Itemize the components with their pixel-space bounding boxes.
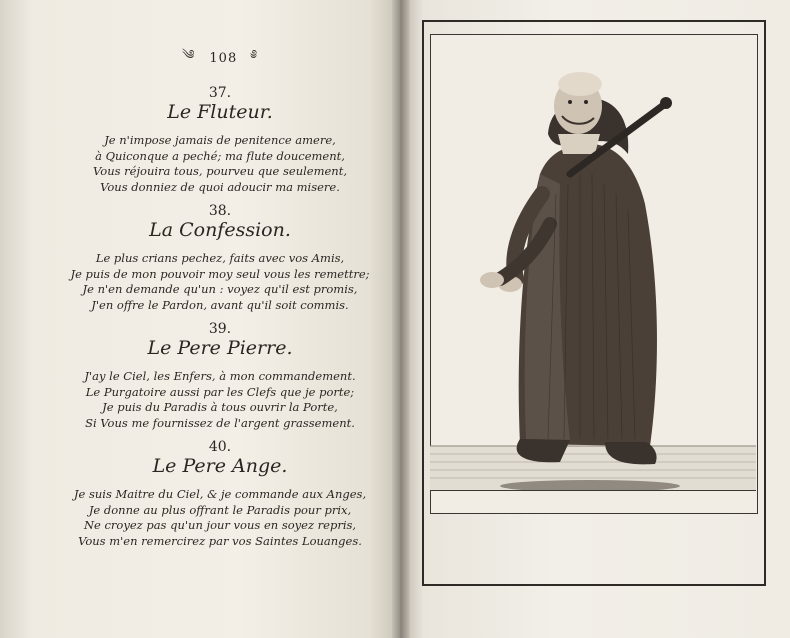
monk-engraving-illustration bbox=[430, 34, 756, 490]
verse-line: Vous réjouira tous, pourveu que seulement, bbox=[93, 164, 347, 178]
section-title: Le Pere Pierre. bbox=[147, 337, 293, 359]
verse-line: Je n'en demande qu'un : voyez qu'il est promis, bbox=[82, 282, 358, 296]
verse-line: Le plus crians pechez, faits avec vos Amis, bbox=[95, 251, 345, 265]
section-title: Le Pere Ange. bbox=[152, 455, 288, 477]
verse bbox=[60, 133, 380, 195]
section-number: 39. bbox=[208, 321, 232, 337]
verse bbox=[60, 251, 380, 313]
verse-line: Le Purgatoire aussi par les Clefs que je porte; bbox=[85, 384, 355, 399]
book-gutter bbox=[392, 0, 410, 638]
verse-line: Je puis du Paradis à tous ouvrir la Porte, bbox=[102, 400, 338, 414]
ornament-left-icon: ༄ bbox=[181, 48, 196, 63]
verse-line: J'en offre le Pardon, avant qu'il soit commis. bbox=[91, 297, 349, 312]
verse-line: Je puis de mon pouvoir moy seul vous les remettre; bbox=[70, 266, 370, 281]
section-number: 40. bbox=[208, 439, 232, 455]
verse-line: Je n'impose jamais de penitence amere, bbox=[104, 133, 336, 147]
verse-line: Ne croyez pas qu'un jour vous en soyez repris, bbox=[83, 518, 357, 532]
verse-line: Je donne au plus offrant le Paradis pour prix, bbox=[88, 502, 352, 517]
section-number: 37. bbox=[208, 85, 232, 101]
section-38 bbox=[60, 203, 380, 313]
verse-line: Vous m'en remercirez par vos Saintes Louanges. bbox=[78, 533, 362, 548]
verse-line: Vous donniez de quoi adoucir ma misere. bbox=[100, 179, 340, 194]
section-37 bbox=[60, 85, 380, 195]
section-title: Le Fluteur. bbox=[167, 101, 273, 123]
ornament-right-icon: ༅ bbox=[251, 48, 258, 63]
section-number: 38. bbox=[208, 203, 232, 219]
verse-line: à Quiconque a peché; ma flute doucement, bbox=[95, 148, 345, 163]
verse-line: J'ay le Ciel, les Enfers, à mon commandement. bbox=[84, 369, 356, 383]
engraving-caption-area bbox=[430, 490, 756, 579]
verse bbox=[60, 369, 380, 431]
poem-text-block bbox=[60, 40, 380, 551]
verse-line: Je suis Maitre du Ciel, & je commande aux Anges, bbox=[73, 487, 367, 501]
page-number: 108 bbox=[209, 51, 238, 66]
page-header bbox=[60, 40, 380, 77]
section-title: La Confession. bbox=[149, 219, 291, 241]
section-40 bbox=[60, 439, 380, 549]
verse bbox=[60, 487, 380, 549]
section-39 bbox=[60, 321, 380, 431]
verse-line: Si Vous me fournissez de l'argent grassement. bbox=[85, 415, 355, 430]
